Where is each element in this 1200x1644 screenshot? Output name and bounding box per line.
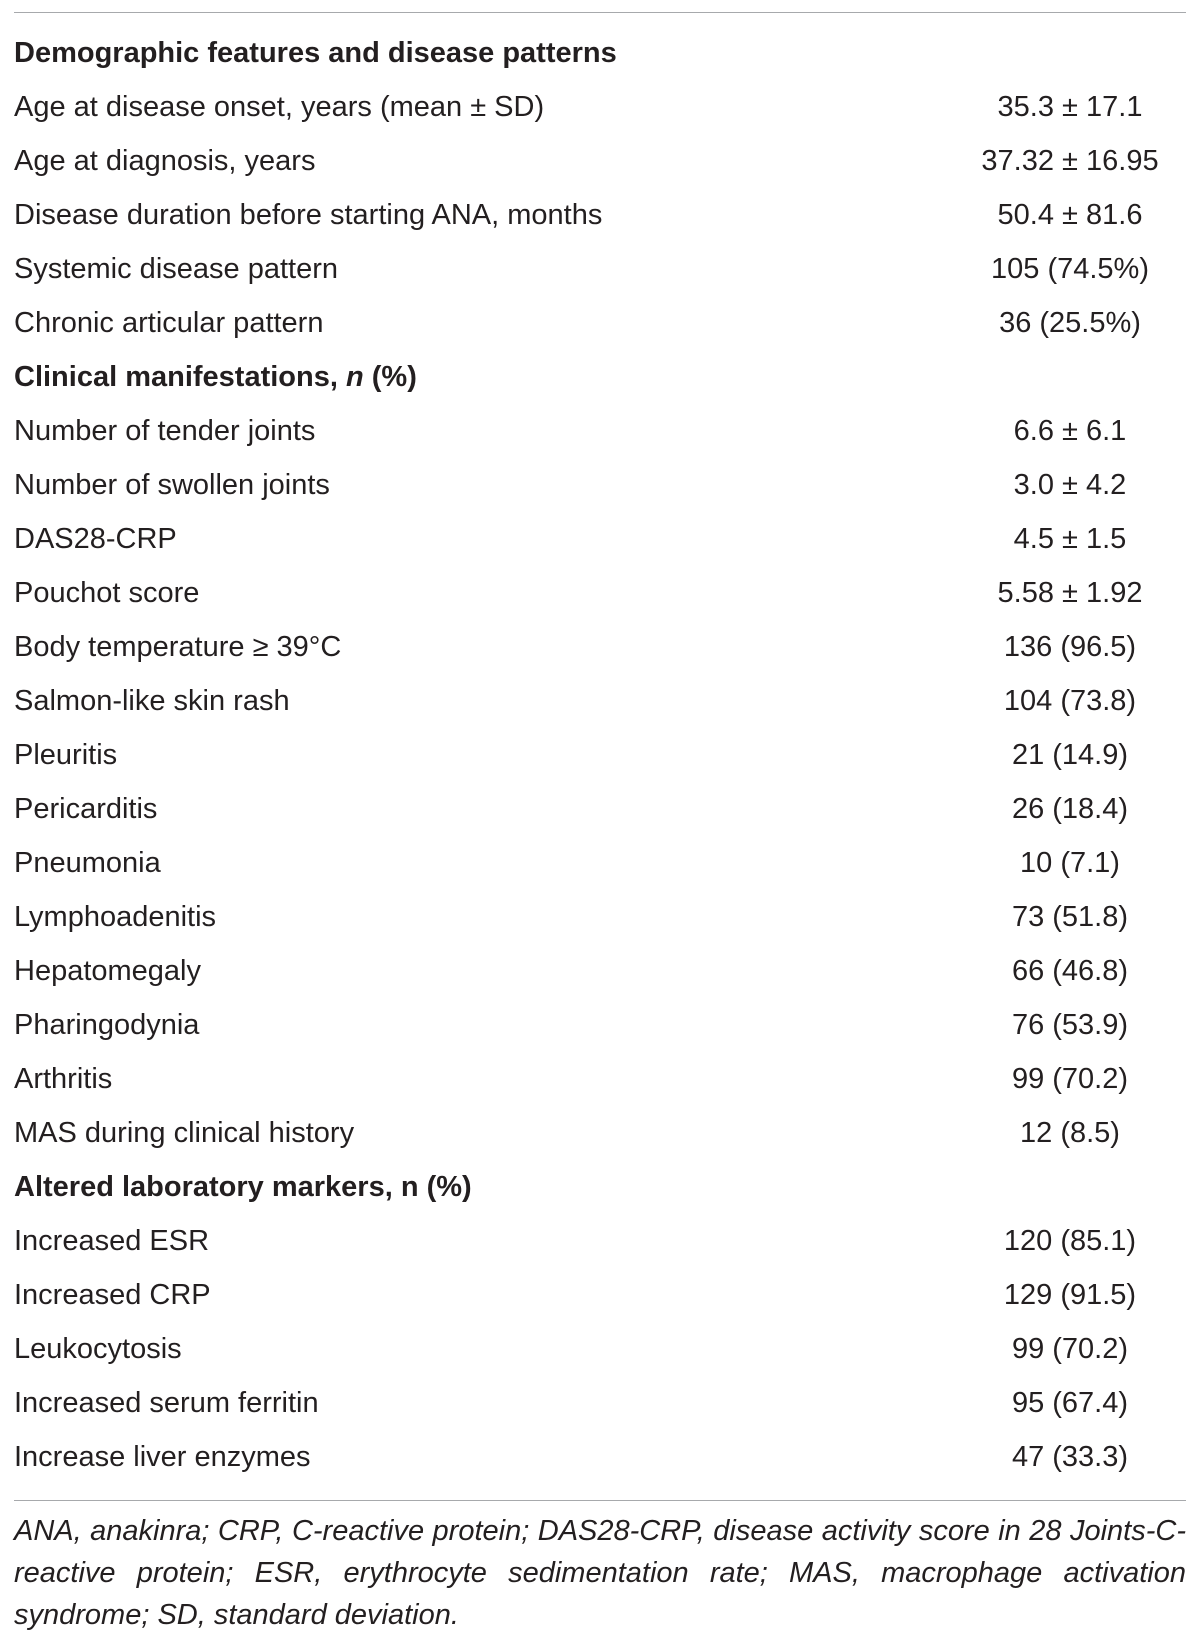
table-row <box>14 836 1186 890</box>
row-value: 129 (91.5) <box>1003 1278 1137 1311</box>
table-row <box>14 890 1186 944</box>
table-row <box>14 458 1186 512</box>
row-label: Increased serum ferritin <box>14 1386 319 1419</box>
table-row <box>14 674 1186 728</box>
row-value: 136 (96.5) <box>1003 630 1137 663</box>
section-heading-label: Demographic features and disease patterns <box>14 36 617 69</box>
table-row <box>14 80 1186 134</box>
row-value: 47 (33.3) <box>1011 1440 1129 1473</box>
table-row <box>14 1322 1186 1376</box>
table-row <box>14 1214 1186 1268</box>
row-label: Number of tender joints <box>14 414 316 447</box>
table-row <box>14 620 1186 674</box>
heading-suffix: (%) <box>363 360 417 393</box>
heading-n: n <box>345 360 364 393</box>
row-label: Increased ESR <box>14 1224 210 1257</box>
row-value: 95 (67.4) <box>1011 1386 1129 1419</box>
row-label: Systemic disease pattern <box>14 252 338 285</box>
table-row <box>14 296 1186 350</box>
table-row <box>14 1106 1186 1160</box>
row-value: 3.0 ± 4.2 <box>1013 468 1127 501</box>
table-row <box>14 998 1186 1052</box>
row-value: 99 (70.2) <box>1011 1062 1129 1095</box>
row-label: Pericarditis <box>14 792 158 825</box>
section-heading-label: Altered laboratory markers, n (%) <box>14 1170 472 1203</box>
row-value: 105 (74.5%) <box>991 252 1149 285</box>
row-label: Pleuritis <box>14 738 118 771</box>
row-label: Body temperature ≥ 39°C <box>14 630 342 663</box>
row-label: Increase liver enzymes <box>14 1440 311 1473</box>
row-value: 4.5 ± 1.5 <box>1013 522 1127 555</box>
row-label: Hepatomegaly <box>14 954 201 987</box>
table-row <box>14 1268 1186 1322</box>
row-value: 99 (70.2) <box>1011 1332 1129 1365</box>
section-heading-label <box>14 361 1186 394</box>
table-row <box>14 1052 1186 1106</box>
table-row <box>14 404 1186 458</box>
row-label: MAS during clinical history <box>14 1116 355 1149</box>
row-label: Salmon-like skin rash <box>14 684 290 717</box>
table-footnote: ANA, anakinra; CRP, C-reactive protein; DAS28-CRP, disease activity score in 28 Joints-C-reactive protein; ESR, erythrocyte sedimentation rate; MAS, macrophage activation syndrome; SD, standard deviation. <box>14 1515 1186 1631</box>
top-rule <box>14 12 1186 13</box>
row-label: Pharingodynia <box>14 1008 200 1041</box>
table-row <box>14 728 1186 782</box>
row-value: 50.4 ± 81.6 <box>997 198 1143 231</box>
section-heading-demographics <box>14 26 1186 80</box>
row-label: Number of swollen joints <box>14 468 330 501</box>
row-label: Lymphoadenitis <box>14 900 217 933</box>
table-row <box>14 134 1186 188</box>
table-body <box>14 26 1186 1484</box>
row-label: Chronic articular pattern <box>14 306 324 339</box>
bottom-rule <box>14 1500 1186 1501</box>
row-label: Age at disease onset, years (mean ± SD) <box>14 90 545 123</box>
row-value: 10 (7.1) <box>1020 846 1120 879</box>
row-value: 35.3 ± 17.1 <box>997 90 1143 123</box>
row-label: Age at diagnosis, years <box>14 144 316 177</box>
row-value: 12 (8.5) <box>1020 1116 1120 1149</box>
row-label: DAS28-CRP <box>14 522 177 555</box>
row-value: 5.58 ± 1.92 <box>997 576 1143 609</box>
table-row <box>14 782 1186 836</box>
heading-prefix: Clinical manifestations, <box>14 360 346 393</box>
table-row <box>14 188 1186 242</box>
row-value: 36 (25.5%) <box>999 306 1141 339</box>
table-row <box>14 566 1186 620</box>
table-row <box>14 1376 1186 1430</box>
row-label: Disease duration before starting ANA, months <box>14 198 603 231</box>
row-value: 66 (46.8) <box>1011 954 1129 987</box>
table-row <box>14 242 1186 296</box>
row-value: 6.6 ± 6.1 <box>1013 414 1127 447</box>
row-value: 73 (51.8) <box>1011 900 1129 933</box>
table-row <box>14 512 1186 566</box>
row-label: Pouchot score <box>14 576 200 609</box>
section-heading-laboratory <box>14 1160 1186 1214</box>
section-heading-clinical <box>14 350 1186 404</box>
row-value: 21 (14.9) <box>1011 738 1129 771</box>
row-value: 37.32 ± 16.95 <box>981 144 1159 177</box>
row-label: Increased CRP <box>14 1278 211 1311</box>
table-row <box>14 1430 1186 1484</box>
row-value: 26 (18.4) <box>1011 792 1129 825</box>
row-value: 76 (53.9) <box>1011 1008 1129 1041</box>
table-row <box>14 944 1186 998</box>
row-label: Arthritis <box>14 1062 113 1095</box>
row-label: Leukocytosis <box>14 1332 182 1365</box>
row-label: Pneumonia <box>14 846 161 879</box>
row-value: 120 (85.1) <box>1003 1224 1137 1257</box>
row-value: 104 (73.8) <box>1003 684 1137 717</box>
